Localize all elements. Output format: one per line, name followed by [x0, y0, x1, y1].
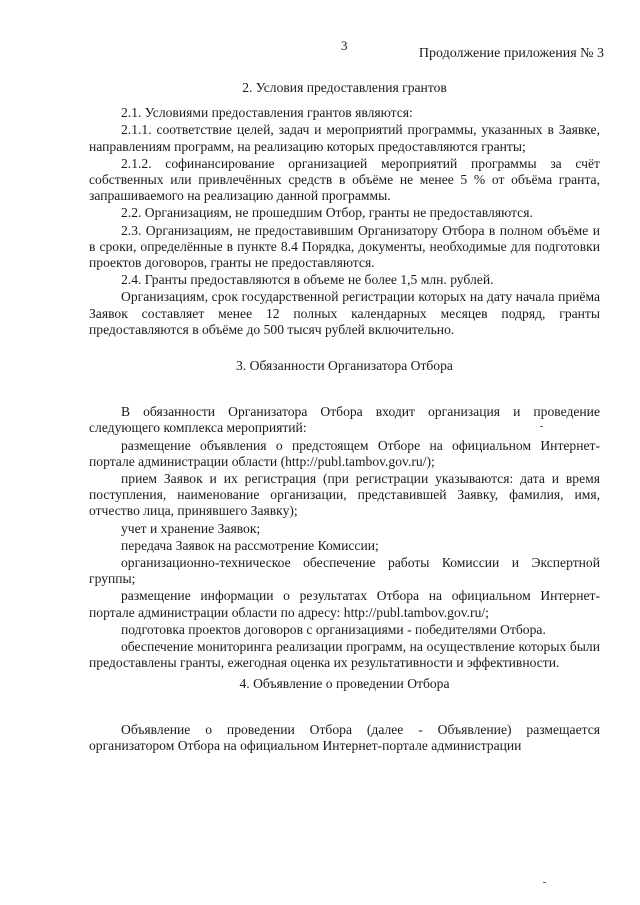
paragraph: 2.2. Организациям, не прошедшим Отбор, гранты не предоставляются. [121, 205, 533, 221]
page-number: 3 [341, 38, 348, 53]
paragraph: 2.1.1. соответствие целей, задач и мероприятий программы, указанных в Заявке, направлениям программ, на реализацию которых предоставляются гранты; [89, 122, 600, 154]
paragraph: 2.3. Организациям, не предоставившим Организатору Отбора в полном объёме и в сроки, определённые в пункте 8.4 Порядка, документы, необходимые для подготовки проектов договоров, гранты не предоставляются. [89, 222, 600, 271]
paragraph: обеспечение мониторинга реализации программ, на осуществление которых были предоставлены гранты, ежегодная оценка их результативности и эффективности. [89, 639, 600, 671]
paragraph: прием Заявок и их регистрация (при регистрации указываются: дата и время поступления, наименование организации, представившей Заявку, фамилия, имя, отчество лица, принявшего Заявку); [89, 471, 600, 519]
paragraph: учет и хранение Заявок; [121, 520, 261, 536]
paragraph: В обязанности Организатора Отбора входит организация и проведение следующего комплекса мероприятий: [89, 404, 600, 436]
scan-speck [543, 882, 546, 883]
paragraph: организационно-техническое обеспечение работы Комиссии и Экспертной группы; [89, 555, 600, 587]
paragraph: подготовка проектов договоров с организациями - победителями Отбора. [121, 621, 546, 637]
section-heading-4: 4. Объявление о проведении Отбора [239, 675, 450, 691]
paragraph: 2.4. Гранты предоставляются в объеме не более 1,5 млн. рублей. [121, 272, 494, 288]
paragraph: передача Заявок на рассмотрение Комиссии; [121, 537, 379, 553]
section-heading-2: 2. Условия предоставления грантов [242, 80, 447, 95]
paragraph: 2.1. Условиями предоставления грантов являются: [121, 105, 413, 121]
paragraph: Объявление о проведении Отбора (далее - Объявление) размещается организатором Отбора на официальном Интернет-портале администрации [89, 721, 600, 753]
section-heading-3: 3. Обязанности Организатора Отбора [236, 358, 453, 374]
appendix-note: Продолжение приложения № 3 [418, 46, 604, 61]
paragraph: размещение объявления о предстоящем Отборе на официальном Интернет-портале администрации области (http://publ.tambov.gov.ru/); [89, 437, 600, 469]
paragraph: 2.1.2. софинансирование организацией мероприятий программы за счёт собственных или привлечённых средств в объёме не менее 5 % от объёма гранта, запрашиваемого на реализацию данной программы. [89, 155, 600, 204]
paragraph: размещение информации о результатах Отбора на официальном Интернет-портале администрации области по адресу: http://publ.tambov.gov.ru/; [89, 588, 600, 620]
document-body [89, 76, 600, 755]
paragraph: Организациям, срок государственной регистрации которых на дату начала приёма Заявок составляет менее 12 полных календарных месяцев подряд, гранты предоставляются в объёме до 500 тысяч рублей включительно. [89, 289, 600, 337]
scan-speck [540, 426, 543, 427]
